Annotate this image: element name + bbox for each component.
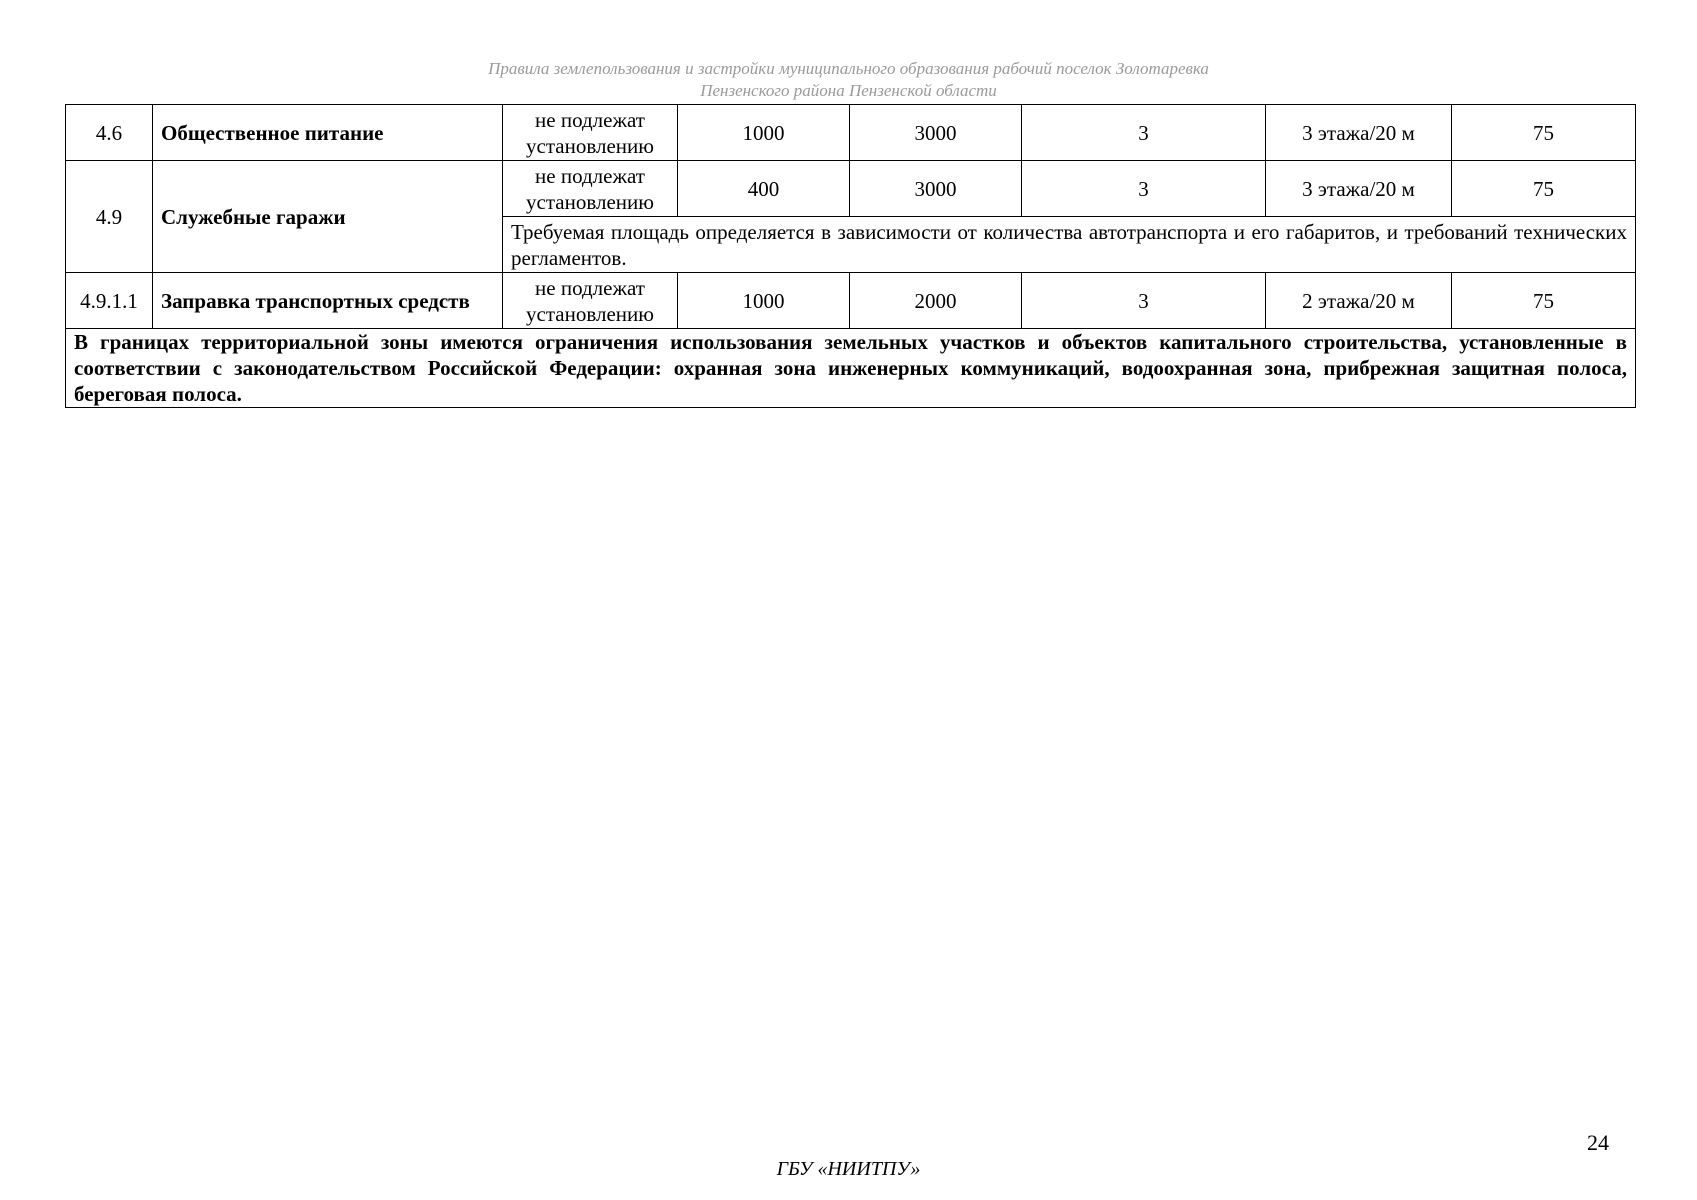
- value-cell: 2000: [850, 273, 1022, 329]
- use-type-name: Заправка транспортных средств: [153, 273, 503, 329]
- value-cell: 1000: [678, 273, 850, 329]
- floors-cell: 3 этажа/20 м: [1266, 105, 1452, 161]
- table-row: [66, 105, 1636, 161]
- regulations-table: [65, 104, 1636, 408]
- table-row-restriction: [66, 329, 1636, 408]
- value-cell: 3: [1022, 105, 1266, 161]
- row-number: 4.9: [66, 161, 153, 273]
- value-cell: 3: [1022, 161, 1266, 217]
- restriction-text: В границах территориальной зоны имеются ограничения использования земельных участков и объектов капитального строительства, установленные в соответствии с законодательством Российской Федерации: охранная зона инженерных коммуникаций, водоохранная зона, прибрежная защитная полоса, береговая полоса.: [66, 329, 1636, 408]
- percent-cell: 75: [1452, 273, 1636, 329]
- area-min-cell: не подлежат установлению: [503, 273, 678, 329]
- value-cell: 3000: [850, 105, 1022, 161]
- page-number: 24: [1587, 1130, 1609, 1155]
- running-header-line1: Правила землепользования и застройки муниципального образования рабочий поселок Золотаревка: [488, 59, 1209, 78]
- value-cell: 3000: [850, 161, 1022, 217]
- use-type-name: Служебные гаражи: [153, 161, 503, 273]
- value-cell: 1000: [678, 105, 850, 161]
- value-cell: 3: [1022, 273, 1266, 329]
- floors-cell: 3 этажа/20 м: [1266, 161, 1452, 217]
- running-header-line2: Пензенского района Пензенской области: [700, 81, 997, 100]
- percent-cell: 75: [1452, 161, 1636, 217]
- running-header: [0, 58, 1697, 102]
- floors-cell: 2 этажа/20 м: [1266, 273, 1452, 329]
- row-number: 4.9.1.1: [66, 273, 153, 329]
- use-type-name: Общественное питание: [153, 105, 503, 161]
- area-min-cell: не подлежат установлению: [503, 161, 678, 217]
- value-cell: 400: [678, 161, 850, 217]
- percent-cell: 75: [1452, 105, 1636, 161]
- note-cell: Требуемая площадь определяется в зависимости от количества автотранспорта и его габаритов, и требований технических регламентов.: [503, 217, 1636, 273]
- row-number: 4.6: [66, 105, 153, 161]
- table-row: [66, 273, 1636, 329]
- footer-organization: ГБУ «НИИТПУ»: [776, 1158, 921, 1180]
- table-row: [66, 161, 1636, 217]
- area-min-cell: не подлежат установлению: [503, 105, 678, 161]
